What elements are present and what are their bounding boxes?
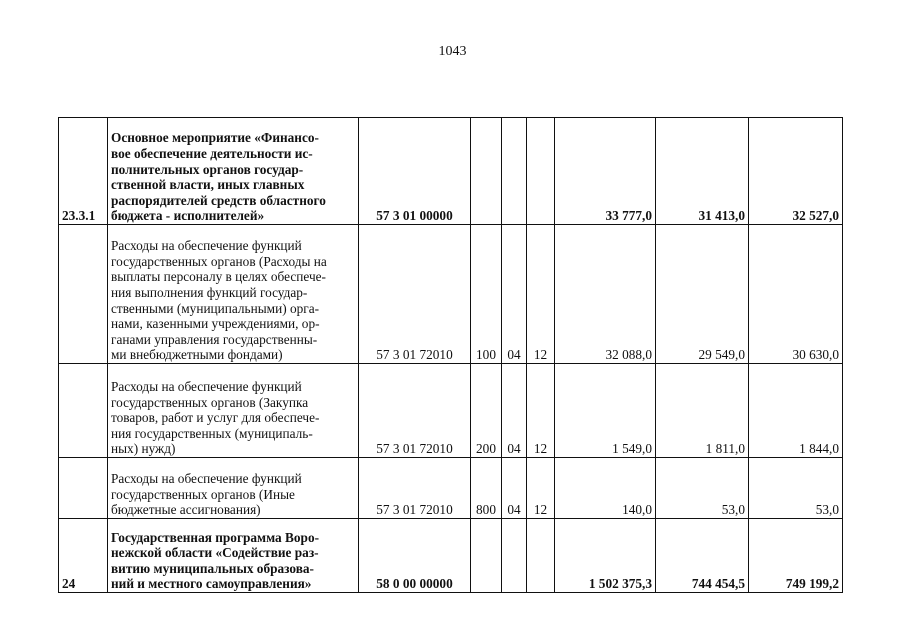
subsection-cell: 12: [527, 225, 555, 364]
subsection-cell: [527, 519, 555, 593]
name-text: Расходы на обеспечение функций государственных органов (Иные бюджетные ассигнования): [111, 471, 302, 518]
target-article-cell: 57 3 01 72010: [359, 364, 471, 458]
table-row: [59, 364, 843, 458]
name-text: Государственная программа Воро- нежской области «Содействие раз- витию муниципальных образова- ний и местного самоуправления»: [111, 529, 320, 592]
target-article-cell: 57 3 01 00000: [359, 118, 471, 225]
subsection-cell: 12: [527, 458, 555, 519]
code-cell: 24: [59, 519, 108, 593]
expense-type-cell: [471, 118, 502, 225]
amount-cell-year1: 32 088,0: [555, 225, 656, 364]
code-cell: [59, 225, 108, 364]
expense-type-cell: 800: [471, 458, 502, 519]
code-cell: [59, 458, 108, 519]
amount-cell-year1: 33 777,0: [555, 118, 656, 225]
subsection-cell: 12: [527, 364, 555, 458]
target-article-cell: 57 3 01 72010: [359, 225, 471, 364]
code-cell: [59, 364, 108, 458]
amount-cell-year3: 30 630,0: [749, 225, 843, 364]
amount-cell-year1: 140,0: [555, 458, 656, 519]
table-row: [59, 225, 843, 364]
subsection-cell: [527, 118, 555, 225]
target-article-cell: 57 3 01 72010: [359, 458, 471, 519]
amount-cell-year3: 1 844,0: [749, 364, 843, 458]
code-cell: 23.3.1: [59, 118, 108, 225]
section-cell: [502, 519, 527, 593]
budget-table: [58, 117, 843, 593]
amount-cell-year3: 749 199,2: [749, 519, 843, 593]
amount-cell-year2: 31 413,0: [656, 118, 749, 225]
section-cell: 04: [502, 458, 527, 519]
page-number: 1043: [438, 44, 467, 59]
name-cell: [108, 519, 359, 593]
section-cell: 04: [502, 225, 527, 364]
table-row: [59, 519, 843, 593]
name-cell: [108, 118, 359, 225]
name-text: Основное мероприятие «Финансо- вое обеспечение деятельности ис- полнительных органов государ- ственной власти, иных главных распорядителей средств областного бюджета - исполнителей»: [111, 130, 326, 224]
name-cell: [108, 458, 359, 519]
section-cell: 04: [502, 364, 527, 458]
amount-cell-year2: 744 454,5: [656, 519, 749, 593]
name-cell: [108, 364, 359, 458]
name-cell: [108, 225, 359, 364]
amount-cell-year3: 53,0: [749, 458, 843, 519]
section-cell: [502, 118, 527, 225]
table-row: [59, 118, 843, 225]
expense-type-cell: 100: [471, 225, 502, 364]
amount-cell-year2: 1 811,0: [656, 364, 749, 458]
table-row: [59, 458, 843, 519]
target-article-cell: 58 0 00 00000: [359, 519, 471, 593]
amount-cell-year2: 29 549,0: [656, 225, 749, 364]
amount-cell-year1: 1 502 375,3: [555, 519, 656, 593]
name-text: Расходы на обеспечение функций государственных органов (Расходы на выплаты персоналу в целях обеспече- ния выполнения функций государ- ственными (муниципальными) орга- нами, казенными учреждениями, ор- ганами управления государственны- ми внебюджетными фондами): [111, 238, 327, 363]
amount-cell-year3: 32 527,0: [749, 118, 843, 225]
name-text: Расходы на обеспечение функций государственных органов (Закупка товаров, работ и услуг для обеспече- ния государственных (муниципаль- ных) нужд): [111, 379, 320, 457]
expense-type-cell: [471, 519, 502, 593]
expense-type-cell: 200: [471, 364, 502, 458]
amount-cell-year2: 53,0: [656, 458, 749, 519]
amount-cell-year1: 1 549,0: [555, 364, 656, 458]
